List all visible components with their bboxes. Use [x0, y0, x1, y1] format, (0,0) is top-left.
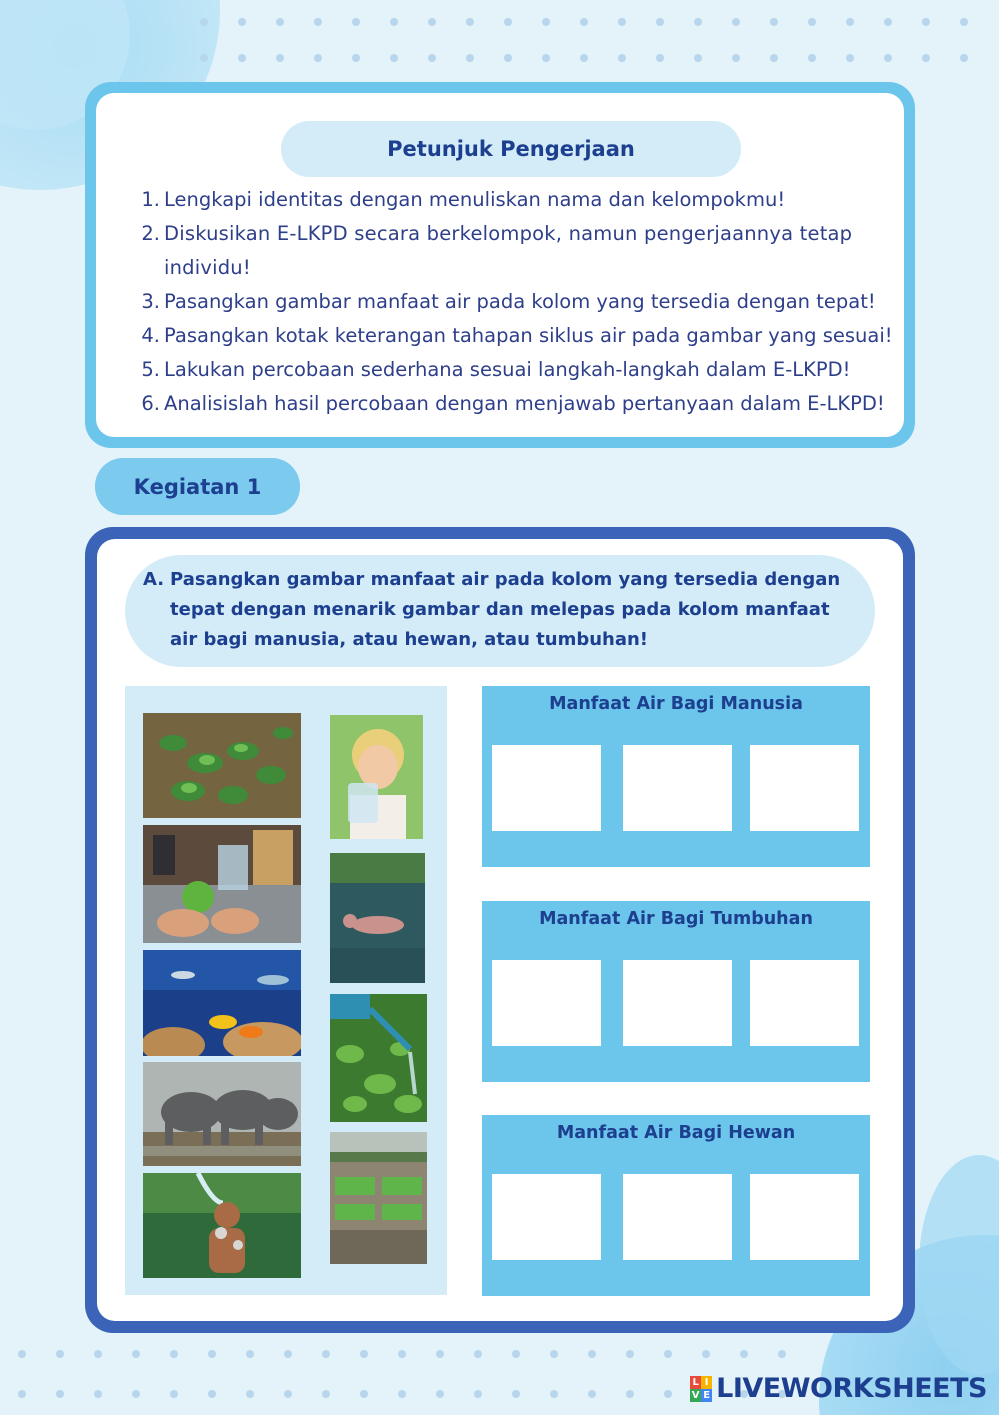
decor-dot: [398, 1390, 406, 1398]
rice-field-image[interactable]: [330, 1132, 427, 1264]
decor-dot: [580, 54, 588, 62]
decor-dot: [960, 18, 968, 26]
decor-dot: [18, 1390, 26, 1398]
decor-dot: [208, 1350, 216, 1358]
decor-dot: [732, 18, 740, 26]
decor-dot: [770, 54, 778, 62]
decor-dot: [466, 54, 474, 62]
decor-dot: [588, 1350, 596, 1358]
drop-slot[interactable]: [750, 960, 859, 1046]
activity-card: [85, 527, 915, 1333]
decor-dot: [664, 1350, 672, 1358]
decor-dot: [170, 1390, 178, 1398]
question-text: Pasangkan gambar manfaat air pada kolom yang tersedia dengan: [170, 569, 841, 590]
decor-dot: [132, 1390, 140, 1398]
activity-tab: Kegiatan 1: [95, 458, 300, 515]
decor-dot: [550, 1350, 558, 1358]
logo-letter: E: [701, 1389, 712, 1402]
brand-name: LIVEWORKSHEETS: [716, 1373, 987, 1404]
decor-dot: [352, 54, 360, 62]
instruction-item: [136, 183, 896, 217]
decor-dot: [504, 54, 512, 62]
instruction-text: Analisislah hasil percobaan dengan menjawab pertanyaan dalam E-LKPD!: [164, 392, 885, 415]
drop-slot[interactable]: [750, 1174, 859, 1260]
decor-dot: [390, 54, 398, 62]
instruction-number: 5.: [141, 358, 160, 381]
decor-dot: [474, 1390, 482, 1398]
decor-dot: [922, 54, 930, 62]
watering-plants-image[interactable]: [330, 994, 427, 1122]
decor-dot: [474, 1350, 482, 1358]
decor-dot: [808, 18, 816, 26]
decor-dot: [512, 1350, 520, 1358]
instruction-number: 2.: [141, 222, 160, 245]
decor-dot: [314, 18, 322, 26]
drop-slot[interactable]: [623, 745, 732, 831]
decor-dots: [18, 1350, 798, 1398]
drop-slot[interactable]: [492, 960, 601, 1046]
instruction-item: [136, 353, 896, 387]
decor-dot: [808, 54, 816, 62]
decor-dot: [656, 54, 664, 62]
drop-slot[interactable]: [623, 960, 732, 1046]
child-bathing-image[interactable]: [143, 1173, 301, 1278]
decor-dot: [542, 18, 550, 26]
decor-dot: [512, 1390, 520, 1398]
decor-dot: [740, 1350, 748, 1358]
activity-panel: [97, 539, 903, 1321]
decor-dot: [960, 54, 968, 62]
decor-dot: [550, 1390, 558, 1398]
decor-dot: [504, 18, 512, 26]
decor-dot: [846, 54, 854, 62]
decor-dot: [208, 1390, 216, 1398]
decor-dot: [778, 1350, 786, 1358]
live-logo-icon: [690, 1376, 712, 1402]
drop-zone-title: Manfaat Air Bagi Manusia: [549, 694, 803, 714]
instruction-number: 6.: [141, 392, 160, 415]
decor-dot: [246, 1390, 254, 1398]
aquarium-fish-image[interactable]: [143, 950, 301, 1056]
decor-dot: [580, 18, 588, 26]
decor-dot: [694, 54, 702, 62]
decor-dot: [322, 1350, 330, 1358]
decor-dot: [352, 18, 360, 26]
instructions-card: [85, 82, 915, 448]
instruction-text: Lengkapi identitas dengan menuliskan nama dan kelompokmu!: [164, 188, 786, 211]
decor-dot: [626, 1390, 634, 1398]
decor-dots: [200, 18, 990, 62]
water-plants-image[interactable]: [143, 713, 301, 818]
decor-dot: [276, 18, 284, 26]
decor-dot: [428, 18, 436, 26]
decor-dot: [436, 1350, 444, 1358]
instruction-number: 3.: [141, 290, 160, 313]
decor-dot: [276, 54, 284, 62]
instructions-title: Petunjuk Pengerjaan: [281, 121, 741, 177]
decor-dot: [238, 18, 246, 26]
decor-dot: [200, 18, 208, 26]
instruction-item: [136, 217, 896, 285]
instruction-item: [136, 285, 896, 319]
decor-dot: [322, 1390, 330, 1398]
instruction-text: Pasangkan gambar manfaat air pada kolom yang tersedia dengan tepat!: [164, 290, 876, 313]
instruction-item: [136, 387, 896, 421]
decor-dot: [170, 1350, 178, 1358]
animal-swimming-image[interactable]: [330, 853, 425, 983]
image-bank: [125, 686, 447, 1295]
instruction-item: [136, 319, 896, 353]
decor-dot: [314, 54, 322, 62]
drop-slot[interactable]: [492, 745, 601, 831]
drop-slot[interactable]: [623, 1174, 732, 1260]
decor-dot: [656, 18, 664, 26]
drop-slot[interactable]: [492, 1174, 601, 1260]
decor-dot: [56, 1350, 64, 1358]
decor-dot: [284, 1350, 292, 1358]
decor-dot: [884, 18, 892, 26]
decor-dot: [588, 1390, 596, 1398]
girl-drinking-image[interactable]: [330, 715, 423, 839]
decor-dot: [618, 54, 626, 62]
decor-dot: [694, 18, 702, 26]
decor-dot: [664, 1390, 672, 1398]
instruction-number: 4.: [141, 324, 160, 347]
instruction-text: Lakukan percobaan sederhana sesuai langkah-langkah dalam E-LKPD!: [164, 358, 851, 381]
decor-dot: [884, 54, 892, 62]
drop-zone-plant[interactable]: [482, 901, 870, 1082]
decor-dot: [618, 18, 626, 26]
instructions-list: [136, 183, 896, 421]
decor-dot: [702, 1350, 710, 1358]
question-text: tepat dengan menarik gambar dan melepas pada kolom manfaat: [170, 599, 830, 620]
decor-dot: [94, 1390, 102, 1398]
decor-dot: [770, 18, 778, 26]
logo-letter: I: [701, 1376, 712, 1389]
question-box: [125, 555, 875, 667]
decor-dot: [732, 54, 740, 62]
decor-dot: [132, 1350, 140, 1358]
logo-letter: V: [691, 1389, 700, 1401]
drop-zone-title: Manfaat Air Bagi Hewan: [556, 1123, 796, 1143]
liveworksheets-logo[interactable]: [690, 1373, 987, 1404]
question-text: air bagi manusia, atau hewan, atau tumbuhan!: [170, 629, 649, 650]
decor-dot: [284, 1390, 292, 1398]
decor-dot: [542, 54, 550, 62]
decor-dot: [200, 54, 208, 62]
instruction-number: 1.: [141, 188, 160, 211]
decor-dot: [238, 54, 246, 62]
decor-dot: [846, 18, 854, 26]
decor-dot: [466, 18, 474, 26]
decor-dot: [436, 1390, 444, 1398]
instruction-text: Pasangkan kotak keterangan tahapan siklus air pada gambar yang sesuai!: [164, 324, 893, 347]
decor-dot: [390, 18, 398, 26]
logo-letter: L: [690, 1376, 701, 1389]
drop-zone-animal[interactable]: [482, 1115, 870, 1296]
decor-dot: [428, 54, 436, 62]
instructions-panel: [96, 93, 904, 437]
instruction-text: Diskusikan E-LKPD secara berkelompok, namun pengerjaannya tetap individu!: [164, 222, 853, 279]
decor-dot: [18, 1350, 26, 1358]
drop-slot[interactable]: [750, 745, 859, 831]
decor-dot: [56, 1390, 64, 1398]
drop-zone-human[interactable]: [482, 686, 870, 867]
washing-dishes-image[interactable]: [143, 825, 301, 943]
decor-dot: [360, 1350, 368, 1358]
decor-dot: [398, 1350, 406, 1358]
decor-dot: [94, 1350, 102, 1358]
decor-dot: [922, 18, 930, 26]
decor-dot: [246, 1350, 254, 1358]
question-letter: A.: [143, 569, 165, 590]
decor-dot: [626, 1350, 634, 1358]
drop-zone-title: Manfaat Air Bagi Tumbuhan: [539, 909, 813, 929]
decor-dot: [360, 1390, 368, 1398]
elephants-image[interactable]: [143, 1062, 301, 1166]
